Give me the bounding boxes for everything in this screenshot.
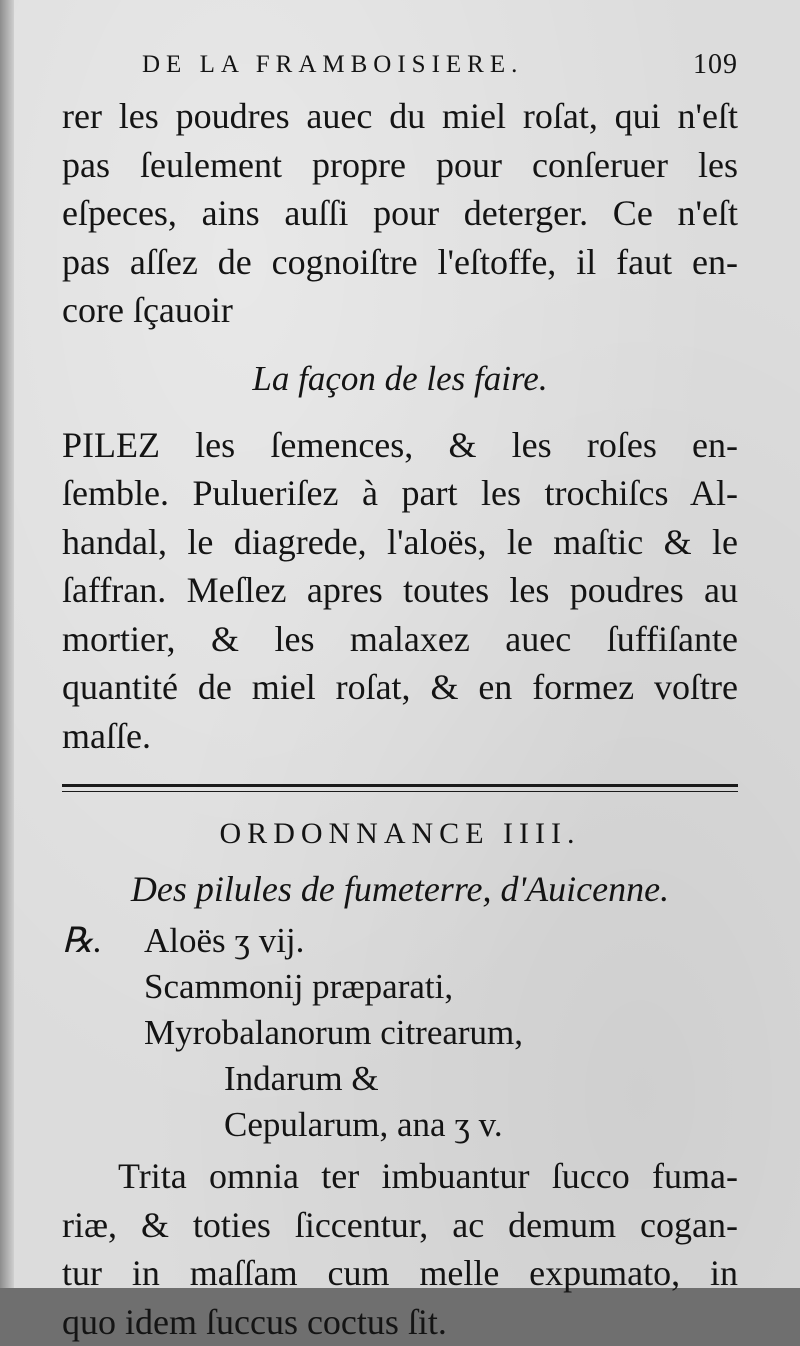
text-line: maſſe.: [62, 712, 738, 761]
recipe-line-text: Aloës ʒ vij.: [144, 921, 304, 960]
running-head: [62, 38, 738, 92]
text-line: tur in maſſam cum melle expumato, in: [62, 1249, 738, 1298]
recipe-line: Myrobalanorum citrearum,: [62, 1010, 738, 1056]
recipe-line: [62, 918, 738, 964]
page-binding-edge: [0, 0, 14, 1288]
recipe-line: Scammonij præparati,: [62, 964, 738, 1010]
paragraph-2: [62, 421, 738, 761]
running-head-title: DE LA FRAMBOISIERE.: [142, 38, 523, 92]
section-divider: [62, 784, 738, 792]
text-line: core ſçauoir: [62, 286, 738, 335]
text-line: mortier, & les malaxez auec ſuffiſante: [62, 615, 738, 664]
text-line: ſaffran. Meſlez apres toutes les poudres au: [62, 566, 738, 615]
text-line: quo idem ſuccus coctus ſit.: [62, 1298, 738, 1346]
page-content: [62, 38, 738, 1346]
subheading: La façon de les faire.: [62, 355, 738, 403]
recipe-line: Cepularum, ana ʒ v.: [62, 1102, 738, 1148]
text-line: PILEZ les ſemences, & les roſes en-: [62, 421, 738, 470]
recipe-list: [62, 918, 738, 1148]
text-line: handal, le diagrede, l'aloës, le maſtic & le: [62, 518, 738, 567]
recipe-title: Des pilules de fumeterre, d'Auicenne.: [62, 862, 738, 916]
text-line: pas aſſez de cognoiſtre l'eſtoffe, il faut en-: [62, 238, 738, 287]
text-line: pas ſeulement propre pour conſeruer les: [62, 141, 738, 190]
recipe-line: Indarum &: [62, 1056, 738, 1102]
paragraph-3: [62, 1152, 738, 1346]
text-line: eſpeces, ains auſſi pour deterger. Ce n'eſt: [62, 189, 738, 238]
text-line: riæ, & toties ſiccentur, ac demum cogan-: [62, 1201, 738, 1250]
page-number: 109: [693, 38, 738, 92]
text-line: rer les poudres auec du miel roſat, qui n'eſt: [62, 92, 738, 141]
text-line: Trita omnia ter imbuantur ſucco fuma-: [62, 1152, 738, 1201]
paragraph-1: [62, 92, 738, 335]
text-line: quantité de miel roſat, & en formez voſtre: [62, 663, 738, 712]
rx-icon: ℞.: [62, 918, 102, 964]
text-line: ſemble. Pulueriſez à part les trochiſcs Al-: [62, 469, 738, 518]
section-title: ORDONNANCE IIII.: [62, 810, 738, 858]
